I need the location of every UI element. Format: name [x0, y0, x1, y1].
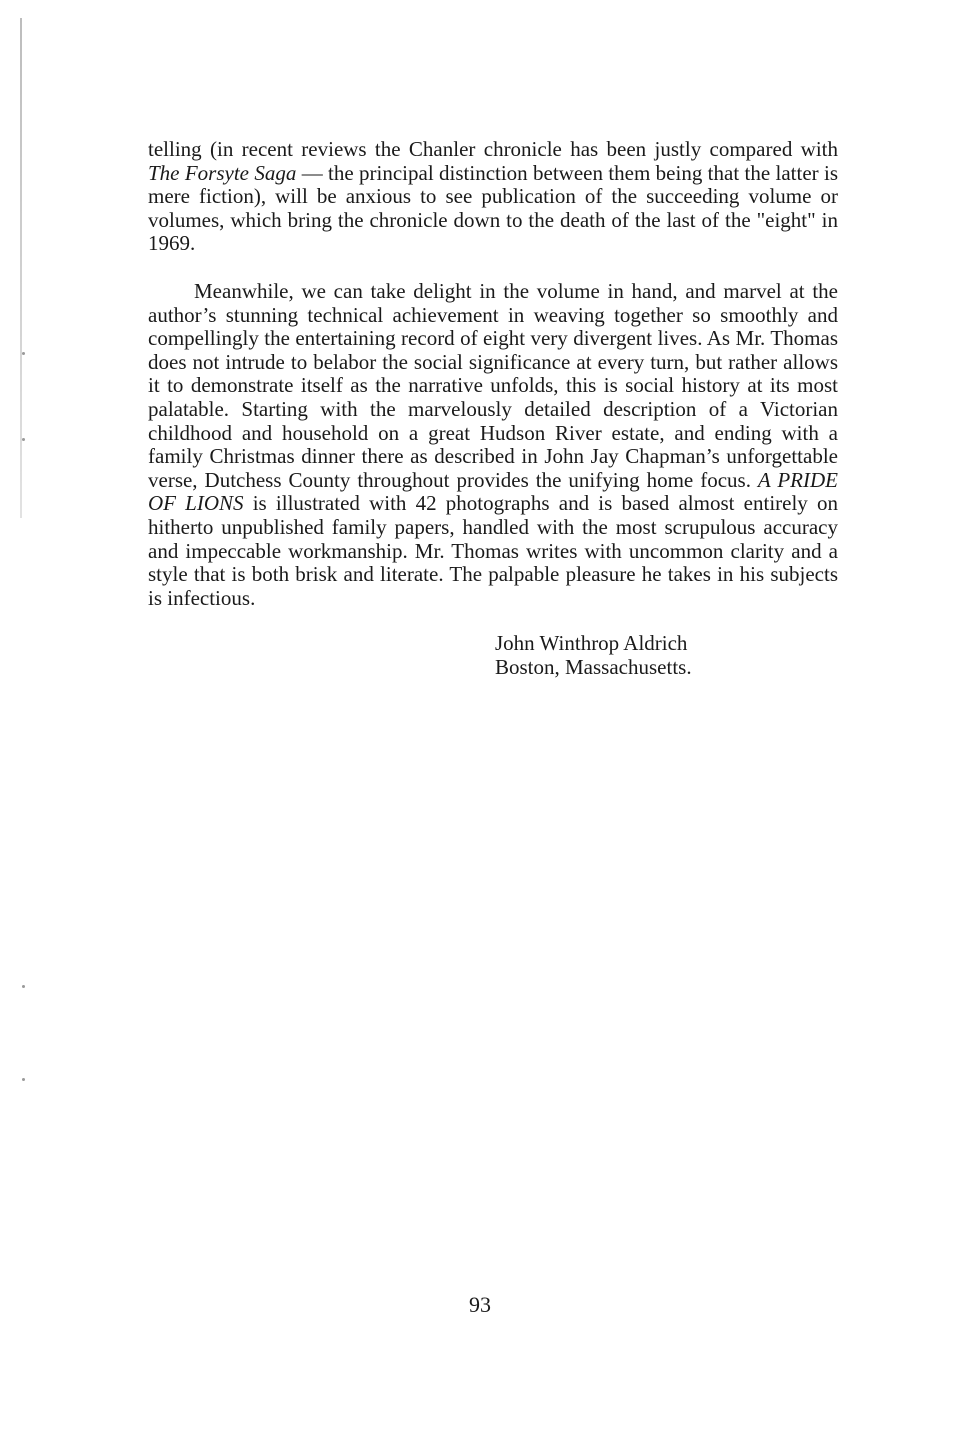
text-run: is illustrated with 42 photographs and is based almost entirely on hitherto unpublished family papers, handled with the most scrupulous accuracy and impeccable workmanship. Mr. Thomas writes with uncommon clarity and a style that is both brisk and literate. The palpable pleasure he takes in his subjects is infectious.: [148, 491, 838, 610]
signature-name: John Winthrop Aldrich: [495, 631, 688, 655]
paragraph-continuation: [148, 138, 838, 256]
scan-speck: [22, 985, 25, 988]
scan-speck: [22, 438, 25, 441]
page-number: 93: [469, 1292, 491, 1317]
body-text: [148, 138, 838, 610]
book-title-italic: The Forsyte Saga: [148, 160, 297, 185]
scan-edge-shadow: [20, 18, 22, 518]
book-title-italic: A PRIDE OF LIONS: [148, 467, 838, 516]
scan-speck: [22, 352, 25, 355]
scan-speck: [22, 1078, 25, 1081]
text-run: Meanwhile, we can take delight in the volume in hand, and marvel at the author’s stunning technical achievement in weaving together so smoothly and compellingly the entertaining record of eight very divergent lives. As Mr. Thomas does not intrude to belabor the social significance at every turn, but rather allows it to demonstrate itself as the narrative unfolds, this is social history at its most palatable. Starting with the marvelously detailed description of a Victorian childhood and household on a great Hudson River estate, and ending with a family Christmas dinner there as described in John Jay Chapman’s unforgettable verse, Dutchess County throughout provides the unifying home focus.: [148, 278, 838, 492]
signature-location: Boston, Massachusetts.: [495, 654, 692, 679]
signature-block: [495, 632, 692, 679]
paragraph-meanwhile: [148, 280, 838, 610]
text-run: telling (in recent reviews the Chanler chronicle has been justly compared with: [148, 137, 838, 161]
text-run: — the principal distinction between them being that the latter is mere fiction), will be anxious to see publication of the succeeding volume or volumes, which bring the chronicle down to the death of the last of the "eight" in 1969.: [148, 160, 838, 256]
